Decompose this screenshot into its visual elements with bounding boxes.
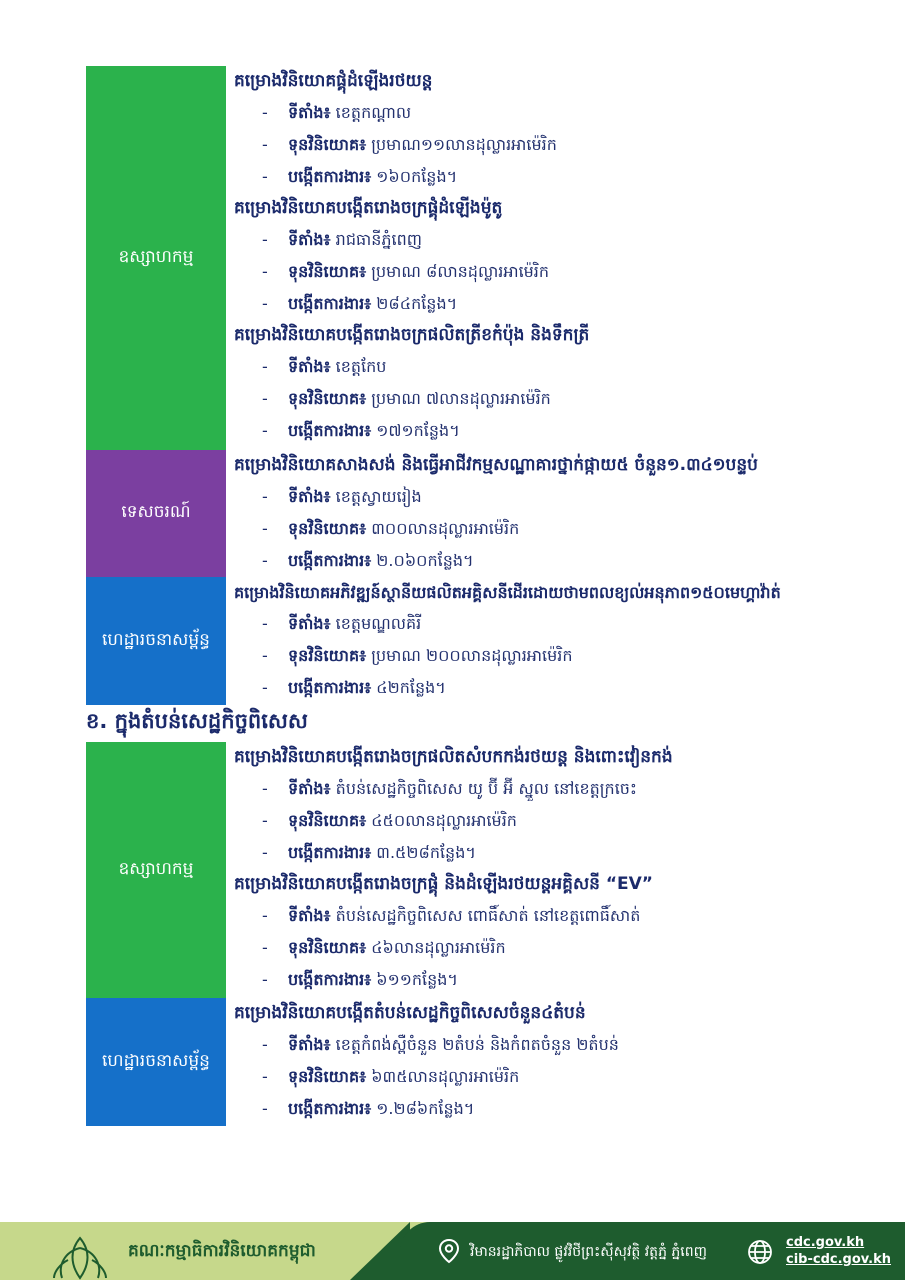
jobs-value: ២.០៦០កន្លែង។ [376, 551, 474, 570]
bullet-dash: - [262, 614, 268, 633]
project-item [234, 742, 865, 869]
project-location-row [234, 97, 865, 129]
investment-label: ទុនវិនិយោគ៖ [288, 811, 367, 830]
project-investment-row [234, 383, 865, 415]
project-title: គម្រោងវិនិយោគសាងសង់ និងធ្វើអាជីវកម្មសណ្ឋាគារថ្នាក់ផ្កាយ៥ ចំនួន១.៣៤១បន្ទប់ [234, 455, 758, 475]
project-item [234, 193, 865, 320]
project-jobs-row [234, 1093, 865, 1125]
footer-links [786, 1234, 891, 1268]
jobs-value: ១៦០កន្លែង។ [376, 167, 458, 186]
location-value: តំបន់សេដ្ឋកិច្ចពិសេស យូ ប៊ី អ៊ី ស្នួល នៅខេត្តក្រចេះ [335, 779, 637, 798]
project-list [234, 742, 865, 996]
project-investment-row [234, 1061, 865, 1093]
bullet-dash: - [262, 551, 268, 570]
bullet-dash: - [262, 135, 268, 154]
investment-label: ទុនវិនិយោគ៖ [288, 646, 367, 665]
project-item [234, 577, 865, 704]
bullet-dash: - [262, 519, 268, 538]
project-location-row [234, 1029, 865, 1061]
project-jobs-row [234, 415, 865, 447]
location-label: ទីតាំង៖ [288, 357, 331, 376]
project-location-row [234, 773, 865, 805]
investment-value: ប្រមាណ ៨លានដុល្លារអាម៉េរិក [371, 262, 550, 281]
project-location-row [234, 224, 865, 256]
sector-label: ទេសចរណ៍ [121, 502, 191, 522]
location-value: ខេត្តកំពង់ស្ពឺចំនួន ២តំបន់ និងកំពតចំនួន ២តំបន់ [335, 1035, 619, 1054]
project-investment-row [234, 256, 865, 288]
sector-band-industry [86, 742, 226, 998]
project-list [234, 998, 865, 1125]
project-item [234, 450, 865, 577]
jobs-value: ៤២កន្លែង។ [376, 678, 446, 697]
project-jobs-row [234, 837, 865, 869]
location-value: រាជធានីភ្នំពេញ [335, 230, 422, 249]
project-jobs-row [234, 672, 865, 704]
project-investment-row [234, 129, 865, 161]
project-jobs-row [234, 545, 865, 577]
sector-band-tourism [86, 450, 226, 577]
project-investment-row [234, 640, 865, 672]
jobs-label: បង្កើតការងារ៖ [288, 678, 372, 697]
bullet-dash: - [262, 1099, 268, 1118]
investment-label: ទុនវិនិយោគ៖ [288, 1067, 367, 1086]
page-footer [0, 1222, 905, 1280]
investment-label: ទុនវិនិយោគ៖ [288, 389, 367, 408]
investment-label: ទុនវិនិយោគ៖ [288, 519, 367, 538]
project-title: គម្រោងវិនិយោគបង្កើតតំបន់សេដ្ឋកិច្ចពិសេសចំនួន៤តំបន់ [234, 1003, 586, 1023]
project-location-row [234, 608, 865, 640]
investment-label: ទុនវិនិយោគ៖ [288, 262, 367, 281]
jobs-label: បង្កើតការងារ៖ [288, 843, 372, 862]
project-list [234, 577, 865, 704]
sector-band-infrastructure [86, 577, 226, 705]
project-location-row [234, 351, 865, 383]
location-label: ទីតាំង៖ [288, 230, 331, 249]
location-label: ទីតាំង៖ [288, 487, 331, 506]
footer-address: វិមានរដ្ឋាភិបាល ផ្លូវវិថីព្រះស៊ីសុវត្ថិ វត្តភ្នំ ភ្នំពេញ [470, 1244, 707, 1260]
jobs-label: បង្កើតការងារ៖ [288, 970, 372, 989]
bullet-dash: - [262, 262, 268, 281]
jobs-label: បង្កើតការងារ៖ [288, 1099, 372, 1118]
bullet-dash: - [262, 421, 268, 440]
bullet-dash: - [262, 389, 268, 408]
investment-value: ប្រមាណ ២០០លានដុល្លារអាម៉េរិក [371, 646, 573, 665]
project-title: គម្រោងវិនិយោគអភិវឌ្ឍន៍ស្ថានីយផលិតអគ្គិសនីដើរដោយថាមពលខ្យល់អនុភាព១៥០មេហ្គាវ៉ាត់ [234, 583, 781, 602]
project-title: គម្រោងវិនិយោគបង្កើតរោងចក្រផលិតសំបកកង់រថយន្ត និងពោះវៀនកង់ [234, 747, 673, 767]
project-investment-row [234, 805, 865, 837]
project-item [234, 998, 865, 1125]
location-label: ទីតាំង៖ [288, 614, 331, 633]
project-investment-row [234, 932, 865, 964]
jobs-label: បង្កើតការងារ៖ [288, 421, 372, 440]
jobs-value: ៣.៥២៨កន្លែង។ [376, 843, 476, 862]
investment-value: ប្រមាណ ៧លានដុល្លារអាម៉េរិក [371, 389, 551, 408]
bullet-dash: - [262, 811, 268, 830]
bullet-dash: - [262, 487, 268, 506]
sector-label: ឧស្សាហកម្ម [118, 858, 194, 879]
project-title: គម្រោងវិនិយោគបង្កើតរោងចក្រផលិតត្រីខកំប៉ុង និងទឹកត្រី [234, 325, 590, 345]
project-location-row [234, 900, 865, 932]
bullet-dash: - [262, 970, 268, 989]
jobs-label: បង្កើតការងារ៖ [288, 551, 372, 570]
location-label: ទីតាំង៖ [288, 906, 331, 925]
footer-organization-name: គណៈកម្មាធិការវិនិយោគកម្ពុជា [128, 1241, 316, 1261]
project-title: គម្រោងវិនិយោគបង្កើតរោងចក្រផ្គុំ និងដំឡើងរថយន្តអគ្គិសនី “EV” [234, 874, 653, 894]
location-label: ទីតាំង៖ [288, 1035, 331, 1054]
investment-value: ប្រមាណ១១លានដុល្លារអាម៉េរិក [371, 135, 557, 154]
section-infrastructure-2 [86, 998, 865, 1126]
location-value: ខេត្តមណ្ឌលគិរី [335, 614, 422, 633]
project-location-row [234, 481, 865, 513]
section-industry-1 [86, 66, 865, 450]
project-title: គម្រោងវិនិយោគបង្កើតរោងចក្រផ្គុំដំឡើងម៉ូតូ [234, 198, 503, 218]
project-item [234, 869, 865, 996]
jobs-value: ១.២៨៦កន្លែង។ [376, 1099, 475, 1118]
sector-band-infrastructure [86, 998, 226, 1126]
bullet-dash: - [262, 1035, 268, 1054]
project-investment-row [234, 513, 865, 545]
location-value: ខេត្តកែប [335, 357, 387, 376]
location-value: ខេត្តកណ្ដាល [335, 103, 412, 122]
project-jobs-row [234, 161, 865, 193]
section-tourism [86, 450, 865, 577]
project-list [234, 450, 865, 577]
location-pin-icon [438, 1238, 460, 1264]
bullet-dash: - [262, 843, 268, 862]
project-title: គម្រោងវិនិយោគផ្គុំដំឡើងរថយន្ត [234, 71, 433, 91]
investment-value: ៤៥០លានដុល្លារអាម៉េរិក [371, 811, 517, 830]
website-link-cdc[interactable]: cdc.gov.kh [786, 1235, 865, 1250]
section-heading-sez: ខ. ក្នុងតំបន់សេដ្ឋកិច្ចពិសេស [86, 709, 308, 733]
investment-value: ៦៣៥លានដុល្លារអាម៉េរិក [371, 1067, 520, 1086]
jobs-value: ១៧១កន្លែង។ [376, 421, 460, 440]
project-jobs-row [234, 964, 865, 996]
sector-label: ហេដ្ឋារចនាសម្ព័ន្ធ [102, 629, 210, 650]
location-label: ទីតាំង៖ [288, 779, 331, 798]
jobs-label: បង្កើតការងារ៖ [288, 294, 372, 313]
website-link-cib[interactable]: cib-cdc.gov.kh [786, 1252, 892, 1267]
bullet-dash: - [262, 938, 268, 957]
jobs-value: ៦១១កន្លែង។ [376, 970, 458, 989]
location-value: តំបន់សេដ្ឋកិច្ចពិសេស ពោធិ៍សាត់ នៅខេត្តពោធិ៍សាត់ [335, 906, 641, 925]
jobs-value: ២៨៤កន្លែង។ [376, 294, 458, 313]
investment-value: ៣០០លានដុល្លារអាម៉េរិក [371, 519, 520, 538]
bullet-dash: - [262, 230, 268, 249]
sector-label: ហេដ្ឋារចនាសម្ព័ន្ធ [102, 1050, 210, 1071]
project-item [234, 66, 865, 193]
bullet-dash: - [262, 906, 268, 925]
bullet-dash: - [262, 357, 268, 376]
sector-band-industry [86, 66, 226, 450]
investment-label: ទុនវិនិយោគ៖ [288, 938, 367, 957]
bullet-dash: - [262, 103, 268, 122]
bullet-dash: - [262, 678, 268, 697]
bullet-dash: - [262, 167, 268, 186]
project-jobs-row [234, 288, 865, 320]
bullet-dash: - [262, 294, 268, 313]
location-value: ខេត្តស្វាយរៀង [335, 487, 422, 506]
jobs-label: បង្កើតការងារ៖ [288, 167, 372, 186]
section-infrastructure-1 [86, 577, 865, 705]
sector-label: ឧស្សាហកម្ម [118, 246, 194, 267]
globe-icon [746, 1238, 774, 1266]
investment-value: ៤៦លានដុល្លារអាម៉េរិក [371, 938, 506, 957]
location-label: ទីតាំង៖ [288, 103, 331, 122]
bullet-dash: - [262, 646, 268, 665]
bullet-dash: - [262, 1067, 268, 1086]
cdc-logo-icon [50, 1234, 110, 1280]
project-item [234, 320, 865, 447]
investment-label: ទុនវិនិយោគ៖ [288, 135, 367, 154]
bullet-dash: - [262, 779, 268, 798]
section-industry-2 [86, 742, 865, 998]
project-list [234, 66, 865, 447]
